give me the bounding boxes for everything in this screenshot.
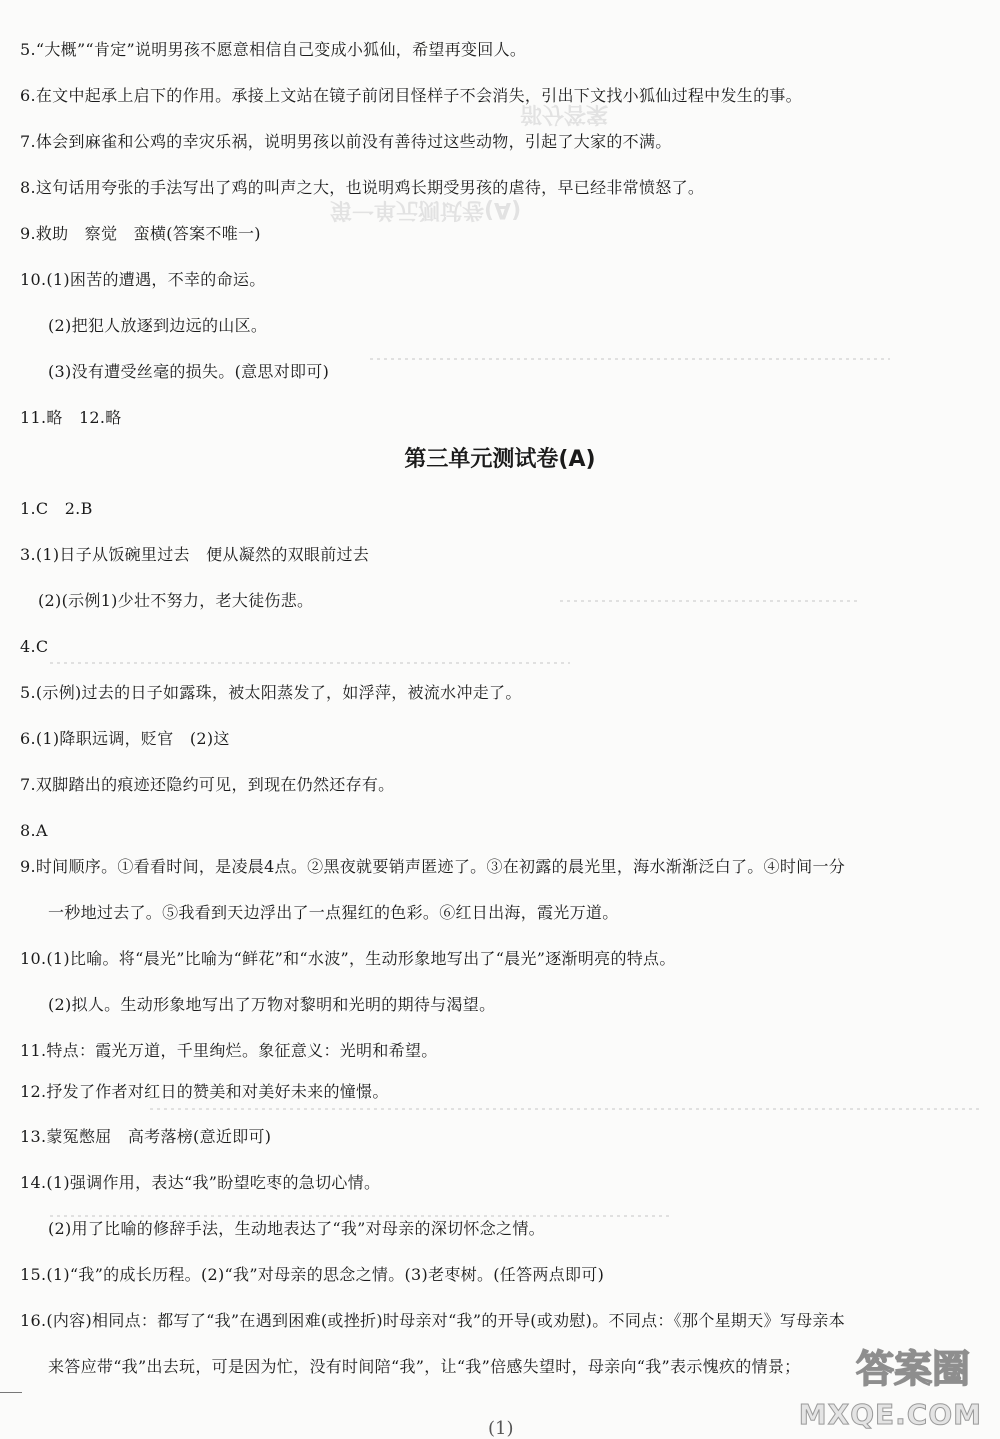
scan-noise [560, 600, 860, 602]
answer-line: 11.特点：霞光万道，千里绚烂。象征意义：光明和希望。 [20, 1041, 438, 1060]
answer-line: (2)用了比喻的修辞手法，生动地表达了“我”对母亲的深切怀念之情。 [48, 1219, 545, 1238]
page-number: (1) [488, 1418, 514, 1439]
answer-line: 7.双脚踏出的痕迹还隐约可见，到现在仍然还存有。 [20, 775, 395, 794]
scan-noise [370, 358, 890, 360]
answer-line: 11.略 12.略 [20, 408, 122, 427]
answer-line: 12.抒发了作者对红日的赞美和对美好未来的憧憬。 [20, 1082, 389, 1101]
scan-noise [50, 1215, 670, 1217]
answer-line: 6.(1)降职远调，贬官 (2)这 [20, 729, 230, 748]
answer-line: 9.救助 察觉 蛮横(答案不唯一) [20, 224, 261, 243]
watermark-text-zh: 答案圈 [855, 1347, 970, 1391]
answer-line: 5.(示例)过去的日子如露珠，被太阳蒸发了，如浮萍，被流水冲走了。 [20, 683, 522, 702]
answer-line: (2)(示例1)少壮不努力，老大徒伤悲。 [38, 591, 314, 610]
answer-line: 16.(内容)相同点：都写了“我”在遇到困难(或挫折)时母亲对“我”的开导(或劝慰)。不同点：《那个星期天》写母亲本 [20, 1311, 846, 1330]
answer-line: (2)拟人。生动形象地写出了万物对黎明和光明的期待与渴望。 [48, 995, 496, 1014]
scan-noise [50, 662, 570, 664]
section-heading: 第三单元测试卷(A) [404, 447, 596, 472]
answer-line: (3)没有遭受丝毫的损失。(意思对即可) [48, 362, 330, 381]
site-watermark [790, 1347, 990, 1437]
answer-line: 4.C [20, 637, 49, 656]
answer-line: 1.C 2.B [20, 499, 93, 518]
answer-line: 9.时间顺序。①看看时间，是凌晨4点。②黑夜就要销声匿迹了。③在初露的晨光里，海水渐渐泛白了。④时间一分 [20, 857, 846, 876]
bleed-through-mark: 部分答案 [520, 101, 609, 126]
scan-edge-line [0, 1392, 22, 1393]
answer-line: 来答应带“我”出去玩，可是因为忙，没有时间陪“我”，让“我”倍感失望时，母亲向“我”表示愧疚的情景； [48, 1357, 801, 1376]
answer-line: 10.(1)比喻。将“晨光”比喻为“鲜花”和“水波”，生动形象地写出了“晨光”逐渐明亮的特点。 [20, 949, 676, 968]
answer-line: 15.(1)“我”的成长历程。(2)“我”对母亲的思念之情。(3)老枣树。(任答两点即可) [20, 1265, 605, 1284]
answer-line: 14.(1)强调作用，表达“我”盼望吃枣的急切心情。 [20, 1173, 381, 1192]
answer-line: 一秒地过去了。⑤我看到天边浮出了一点猩红的色彩。⑥红日出海，霞光万道。 [48, 903, 619, 922]
answer-line: 8.A [20, 821, 48, 840]
answer-line: (2)把犯人放逐到边远的山区。 [48, 316, 268, 335]
answer-line: 8.这句话用夸张的手法写出了鸡的叫声之大，也说明鸡长期受男孩的虐待，早已经非常愤怒了。 [20, 178, 705, 197]
answer-line: 3.(1)日子从饭碗里过去 便从凝然的双眼前过去 [20, 545, 370, 564]
answer-line: 5.“大概”“肯定”说明男孩不愿意相信自己变成小狐仙，希望再变回人。 [20, 40, 527, 59]
answer-line: 7.体会到麻雀和公鸡的幸灾乐祸，说明男孩以前没有善待过这些动物，引起了大家的不满。 [20, 132, 672, 151]
scan-noise [150, 1108, 980, 1110]
answer-line: 6.在文中起承上启下的作用。承接上文站在镜子前闭目怪样子不会消失，引出下文找小狐仙过程中发生的事。 [20, 86, 802, 105]
answer-line: 10.(1)困苦的遭遇，不幸的命运。 [20, 270, 266, 289]
watermark-text-en: MXQE.COM [798, 1398, 982, 1431]
answer-line: 13.蒙冤憋屈 高考落榜(意近即可) [20, 1127, 272, 1146]
bleed-through-mark: 第一单元测试卷(A) [330, 197, 522, 222]
